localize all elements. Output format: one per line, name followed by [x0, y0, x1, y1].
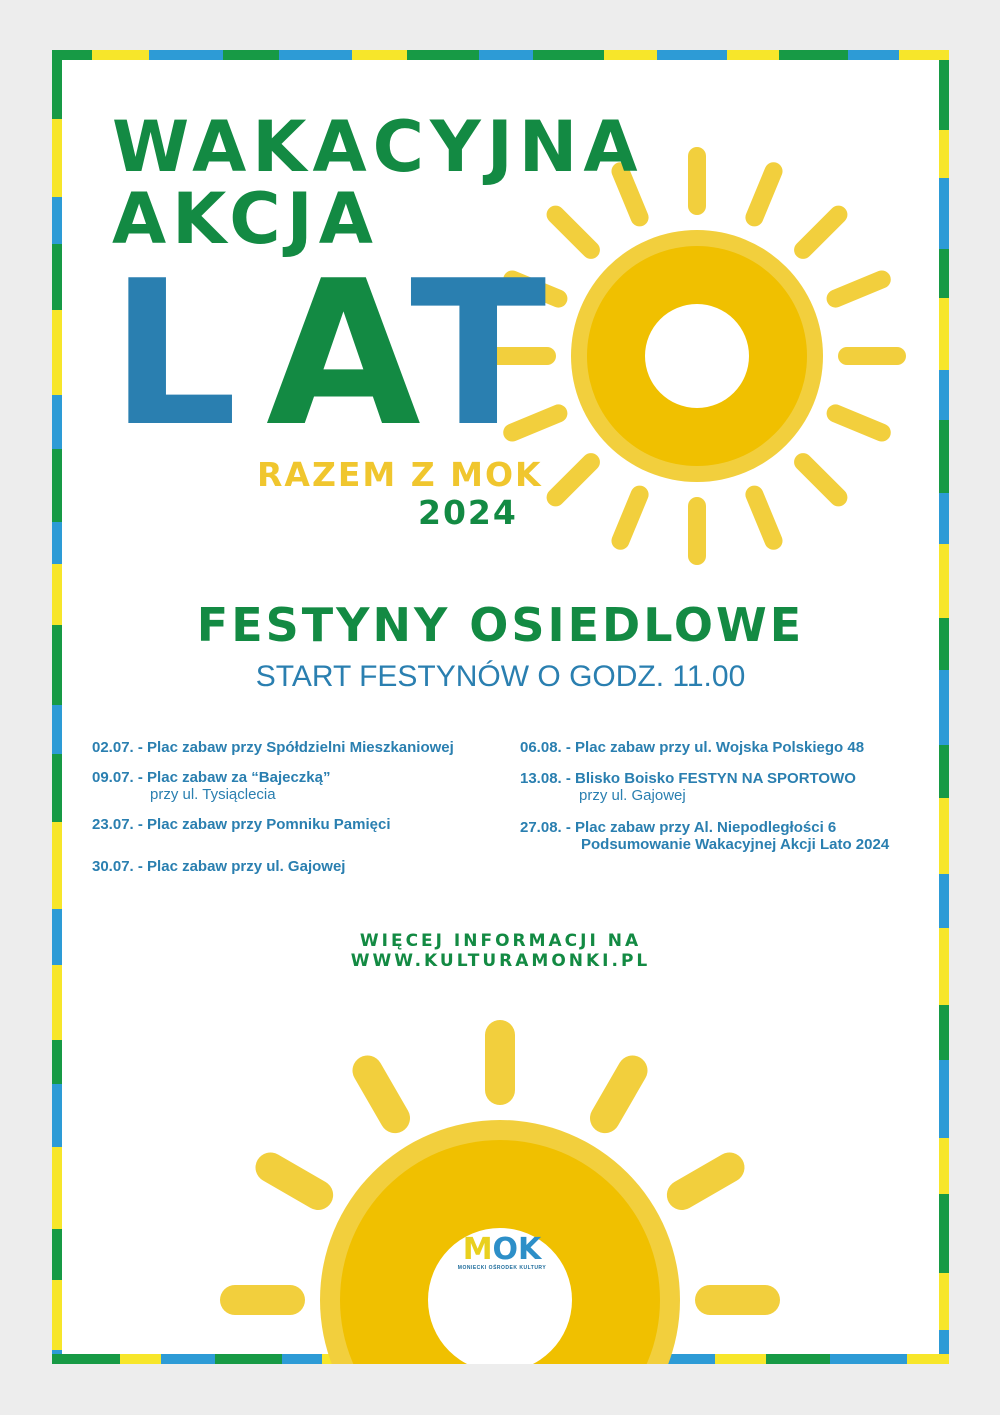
event-text: - Plac zabaw przy ul. Wojska Polskiego 48 — [565, 739, 865, 756]
event-date: 23.07. — [92, 816, 134, 833]
lato-letter-l: L — [110, 238, 238, 471]
more-info-label: WIĘCEJ INFORMACJI NA — [359, 931, 642, 951]
event-right-1 — [520, 770, 856, 804]
event-date: 06.08. — [520, 739, 562, 756]
event-text: - Plac zabaw przy Pomniku Pamięci — [137, 816, 391, 833]
event-text: - Plac zabaw za “Bajeczką” — [137, 769, 331, 786]
event-left-0 — [92, 739, 454, 756]
event-subtext: przy ul. Gajowej — [579, 787, 686, 804]
sun-ray — [682, 1168, 730, 1196]
title-wakacyjna: WAKACYJNA — [112, 106, 644, 188]
event-date: 13.08. — [520, 770, 562, 787]
title-akcja: AKCJA — [112, 178, 379, 260]
event-date: 02.07. — [92, 739, 134, 756]
event-right-2 — [520, 819, 889, 853]
logo-subtitle: MONIECKI OŚRODEK KULTURY — [457, 1265, 547, 1271]
event-text: - Blisko Boisko FESTYN NA SPORTOWO — [565, 770, 856, 787]
festyny-title: FESTYNY OSIEDLOWE — [196, 598, 805, 652]
year: 2024 — [418, 493, 518, 532]
mok-logo — [457, 1232, 547, 1271]
sun-ray — [271, 1168, 319, 1196]
event-left-2 — [92, 816, 390, 833]
event-left-1 — [92, 769, 330, 803]
event-text: - Plac zabaw przy Al. Niepodległości 6 — [565, 819, 837, 836]
event-right-0 — [520, 739, 864, 756]
logo-letters-ok: OK — [492, 1232, 542, 1267]
website-link[interactable]: WWW.KULTURAMONKI.PL — [350, 951, 651, 971]
event-left-3 — [92, 858, 345, 875]
event-date: 09.07. — [92, 769, 134, 786]
start-time: START FESTYNÓW O GODZ. 11.00 — [255, 660, 746, 693]
sun-ray — [605, 1071, 633, 1119]
event-subtext: Podsumowanie Wakacyjnej Akcji Lato 2024 — [581, 836, 890, 853]
lato-letter-t: T — [410, 238, 547, 471]
event-text: - Plac zabaw przy Spółdzielni Mieszkaniowej — [137, 739, 454, 756]
event-date: 27.08. — [520, 819, 562, 836]
logo-mark — [457, 1232, 547, 1267]
sun-ray — [368, 1071, 396, 1119]
lato-letter-a: A — [266, 238, 421, 471]
logo-letter-m: M — [462, 1232, 493, 1267]
poster — [52, 50, 949, 1364]
event-text: - Plac zabaw przy ul. Gajowej — [137, 858, 346, 875]
event-date: 30.07. — [92, 858, 134, 875]
event-subtext: przy ul. Tysiąclecia — [150, 786, 276, 803]
razem-z-mok: RAZEM Z MOK — [257, 455, 543, 494]
